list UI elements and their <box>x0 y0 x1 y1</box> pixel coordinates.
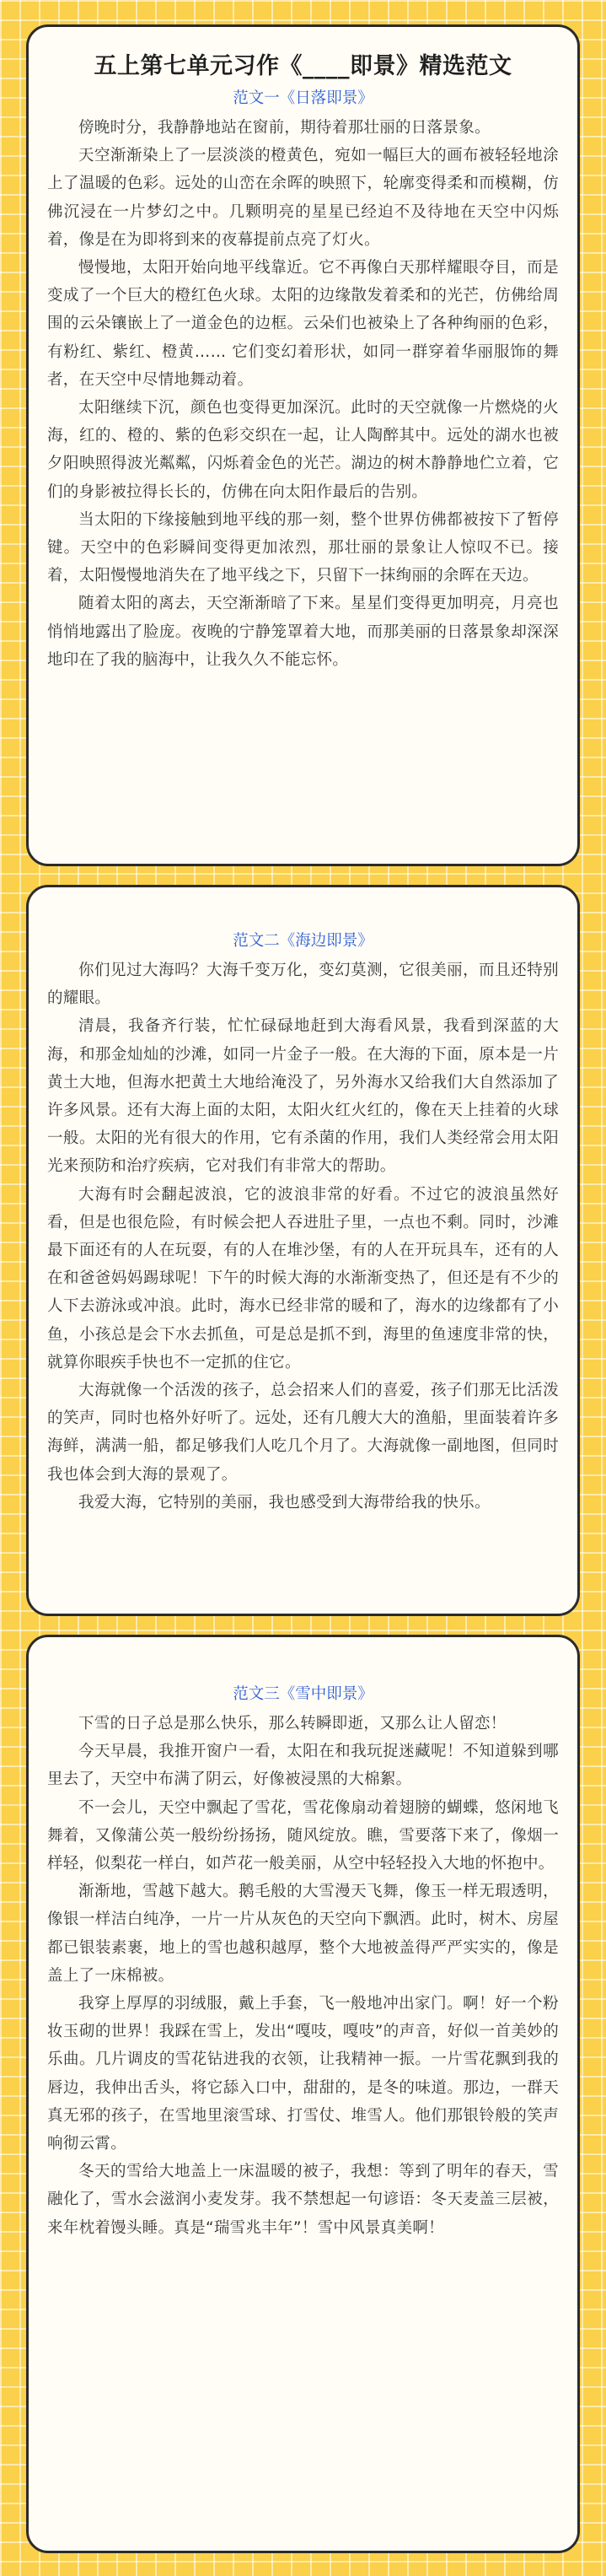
essay-card-3 <box>26 1635 580 2553</box>
paragraph: 我穿上厚厚的羽绒服，戴上手套，飞一般地冲出家门。啊！好一个粉妆玉砌的世界！我踩在雪上，发出“嘎吱，嘎吱”的声音，好似一首美妙的乐曲。几片调皮的雪花钻进我的衣领，让我精神一振。一片雪花飘到我的唇边，我伸出舌头，将它舔入口中，甜甜的，是冬的味道。那边，一群天真无邪的孩子，在雪地里滚雪球、打雪仗、堆雪人。他们那银铃般的笑声响彻云霄。 <box>47 1995 559 2153</box>
paragraph: 你们见过大海吗？大海千变万化，变幻莫测，它很美丽，而且还特别的耀眼。 <box>47 962 559 1008</box>
essay-card-2 <box>26 885 580 1616</box>
essay-title: 范文二《海边即景》 <box>233 932 373 950</box>
paragraph: 我爱大海，它特别的美丽，我也感受到大海带给我的快乐。 <box>78 1493 491 1512</box>
paragraph: 大海有时会翻起波浪，它的波浪非常的好看。不过它的波浪虽然好看，但是也很危险，有时候会把人吞进肚子里，一点也不剩。同时，沙滩最下面还有的人在玩耍，有的人在堆沙堡，有的人在开玩具车，还有的人在和爸爸妈妈踢球呢！下午的时候大海的水渐渐变热了，但还是有不少的人下去游泳或冲浪。此时，海水已经非常的暖和了，海水的边缘都有了小鱼，小孩总是会下水去抓鱼，可是总是抓不到，海里的鱼速度非常的快，就算你眼疾手快也不一定抓的住它。 <box>47 1185 559 1372</box>
paragraph: 当太阳的下缘接触到地平线的那一刻，整个世界仿佛都被按下了暂停键。天空中的色彩瞬间变得更加浓烈，那壮丽的景象让人惊叹不已。接着，太阳慢慢地消失在了地平线之下，只留下一抹绚丽的余晖在天边。 <box>47 510 559 585</box>
paragraph: 天空渐渐染上了一层淡淡的橙黄色，宛如一幅巨大的画布被轻轻地涂上了温暖的色彩。远处的山峦在余晖的映照下，轮廓变得柔和而模糊，仿佛沉浸在一片梦幻之中。几颗明亮的星星已经迫不及待地在天空中闪烁着，像是在为即将到来的夜幕提前点亮了灯火。 <box>47 147 559 249</box>
essay-title: 范文一《日落即景》 <box>233 89 373 107</box>
paragraph: 傍晚时分，我静静地站在窗前，期待着那壮丽的日落景象。 <box>78 119 491 137</box>
essay-card-1 <box>26 24 580 866</box>
paragraph: 不一会儿，天空中飘起了雪花，雪花像扇动着翅膀的蝴蝶，悠闲地飞舞着，又像蒲公英一般纷纷扬扬，随风绽放。瞧，雪要落下来了，像烟一样轻，似梨花一样白，如芦花一般美丽，从空中轻轻投入大地的怀抱中。 <box>47 1798 559 1873</box>
paragraph: 慢慢地，太阳开始向地平线靠近。它不再像白天那样耀眼夺目，而是变成了一个巨大的橙红色火球。太阳的边缘散发着柔和的光芒，仿佛给周围的云朵镶嵌上了一道金色的边框。云朵们也被染上了各种绚丽的色彩，有粉红、紫红、橙黄…… 它们变幻着形状，如同一群穿着华丽服饰的舞者，在天空中尽情地舞动着。 <box>47 259 559 389</box>
paragraph: 今天早晨，我推开窗户一看，太阳在和我玩捉迷藏呢！不知道躲到哪里去了，天空中布满了阴云，好像被浸黑的大棉絮。 <box>47 1743 559 1789</box>
essay-title: 范文三《雪中即景》 <box>233 1685 373 1703</box>
paragraph: 太阳继续下沉，颜色也变得更加深沉。此时的天空就像一片燃烧的火海，红的、橙的、紫的色彩交织在一起，让人陶醉其中。远处的湖水也被夕阳映照得波光粼粼，闪烁着金色的光芒。湖边的树木静静地伫立着，它们的身影被拉得长长的，仿佛在向太阳作最后的告别。 <box>47 399 559 501</box>
paragraph: 随着太阳的离去，天空渐渐暗了下来。星星们变得更加明亮，月亮也悄悄地露出了脸庞。夜晚的宁静笼罩着大地，而那美丽的日落景象却深深地印在了我的脑海中，让我久久不能忘怀。 <box>47 595 559 669</box>
paragraph: 大海就像一个活泼的孩子，总会招来人们的喜爱，孩子们那无比活泼的笑声，同时也格外好听了。远处，还有几艘大大的渔船，里面装着许多海鲜，满满一船，都足够我们人吃几个月了。大海就像一副地图，但同时我也体会到大海的景观了。 <box>47 1382 559 1484</box>
page-title: 五上第七单元习作《____即景》精选范文 <box>94 53 512 79</box>
paragraph: 冬天的雪给大地盖上一床温暖的被子，我想：等到了明年的春天，雪融化了，雪水会滋润小麦发芽。我不禁想起一句谚语：冬天麦盖三层被，来年枕着馒头睡。真是“瑞雪兆丰年”！雪中风景真美啊！ <box>47 2163 559 2237</box>
paragraph: 下雪的日子总是那么快乐，那么转瞬即逝，又那么让人留恋！ <box>78 1715 507 1733</box>
paragraph: 渐渐地，雪越下越大。鹅毛般的大雪漫天飞舞，像玉一样无瑕透明，像银一样洁白纯净，一片一片从灰色的天空向下飘洒。此时，树木、房屋都已银装素裹，地上的雪也越积越厚，整个大地被盖得严严实实的，像是盖上了一床棉被。 <box>47 1883 559 1985</box>
paragraph: 清晨，我备齐行装，忙忙碌碌地赶到大海看风景，我看到深蓝的大海，和那金灿灿的沙滩，如同一片金子一般。在大海的下面，原本是一片黄土大地，但海水把黄土大地给淹没了，另外海水又给我们大自然添加了许多风景。还有大海上面的太阳，太阳火红火红的，像在天上挂着的火球一般。太阳的光有很大的作用，它有杀菌的作用，我们人类经常会用太阳光来预防和治疗疾病，它对我们有非常大的帮助。 <box>47 1017 559 1176</box>
